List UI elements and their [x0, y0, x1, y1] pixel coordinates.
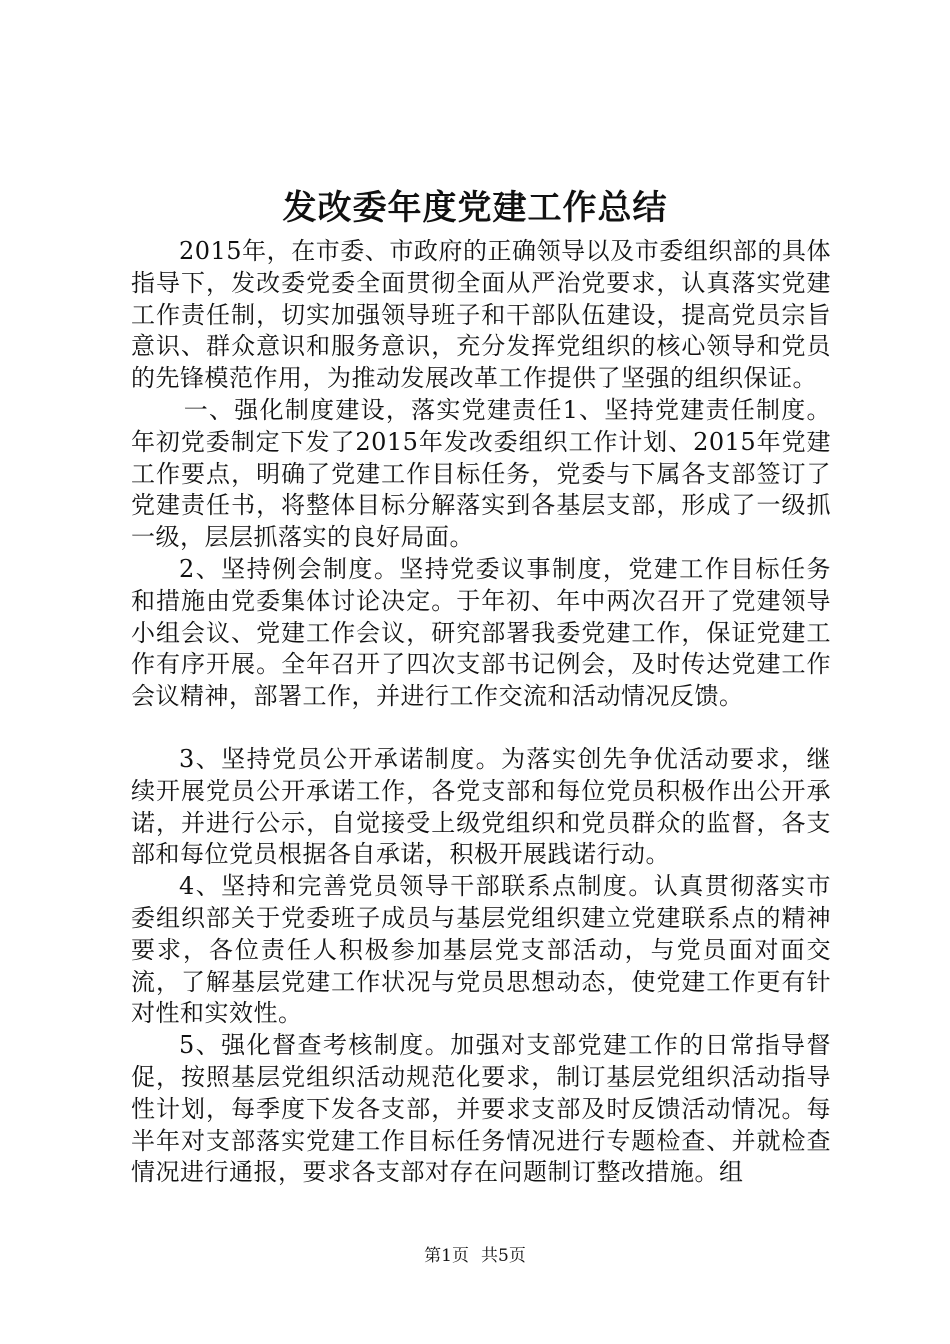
page-total: 共5页: [481, 1246, 526, 1266]
paragraph-item-4: 4、坚持和完善党员领导干部联系点制度。认真贯彻落实市委组织部关于党委班子成员与基层党组织建立党建联系点的精神要求，各位责任人积极参加基层党支部活动，与党员面对面交流，了解基层党建工作状况与党员思想动态，使党建工作更有针对性和实效性。: [131, 872, 831, 1028]
paragraph-item-3: 3、坚持党员公开承诺制度。为落实创先争优活动要求，继续开展党员公开承诺工作，各党支部和每位党员积极作出公开承诺，并进行公示，自觉接受上级党组织和党员群众的监督，各支部和每位党员根据各自承诺，积极开展践诺行动。: [131, 744, 831, 869]
document-title: 发改委年度党建工作总结: [282, 188, 668, 228]
document-body: [131, 236, 831, 1189]
page-number: 第1页: [424, 1246, 469, 1266]
paragraph-intro: 2015年，在市委、市政府的正确领导以及市委组织部的具体指导下，发改委党委全面贯彻全面从严治党要求，认真落实党建工作责任制，切实加强领导班子和干部队伍建设，提高党员宗旨意识、群众意识和服务意识，充分发挥党组织的核心领导和党员的先锋模范作用，为推动发展改革工作提供了坚强的组织保证。: [131, 237, 831, 393]
paragraph-item-2: 2、坚持例会制度。坚持党委议事制度，党建工作目标任务和措施由党委集体讨论决定。于年初、年中两次召开了党建领导小组会议、党建工作会议，研究部署我委党建工作，保证党建工作有序开展。全年召开了四次支部书记例会，及时传达党建工作会议精神，部署工作，并进行工作交流和活动情况反馈。: [131, 554, 831, 711]
paragraph-section-1: 一、强化制度建设，落实党建责任1、坚持党建责任制度。年初党委制定下发了2015年发改委组织工作计划、2015年党建工作要点，明确了党建工作目标任务，党委与下属各支部签订了党建责任书，将整体目标分解落实到各基层支部，形成了一级抓一级，层层抓落实的良好局面。: [131, 395, 831, 552]
paragraph-item-5: 5、强化督查考核制度。加强对支部党建工作的日常指导督促，按照基层党组织活动规范化要求，制订基层党组织活动指导性计划，每季度下发各支部，并要求支部及时反馈活动情况。每半年对支部落实党建工作目标任务情况进行专题检查、并就检查情况进行通报，要求各支部对存在问题制订整改措施。组: [131, 1031, 831, 1187]
page-footer: [0, 1244, 950, 1268]
